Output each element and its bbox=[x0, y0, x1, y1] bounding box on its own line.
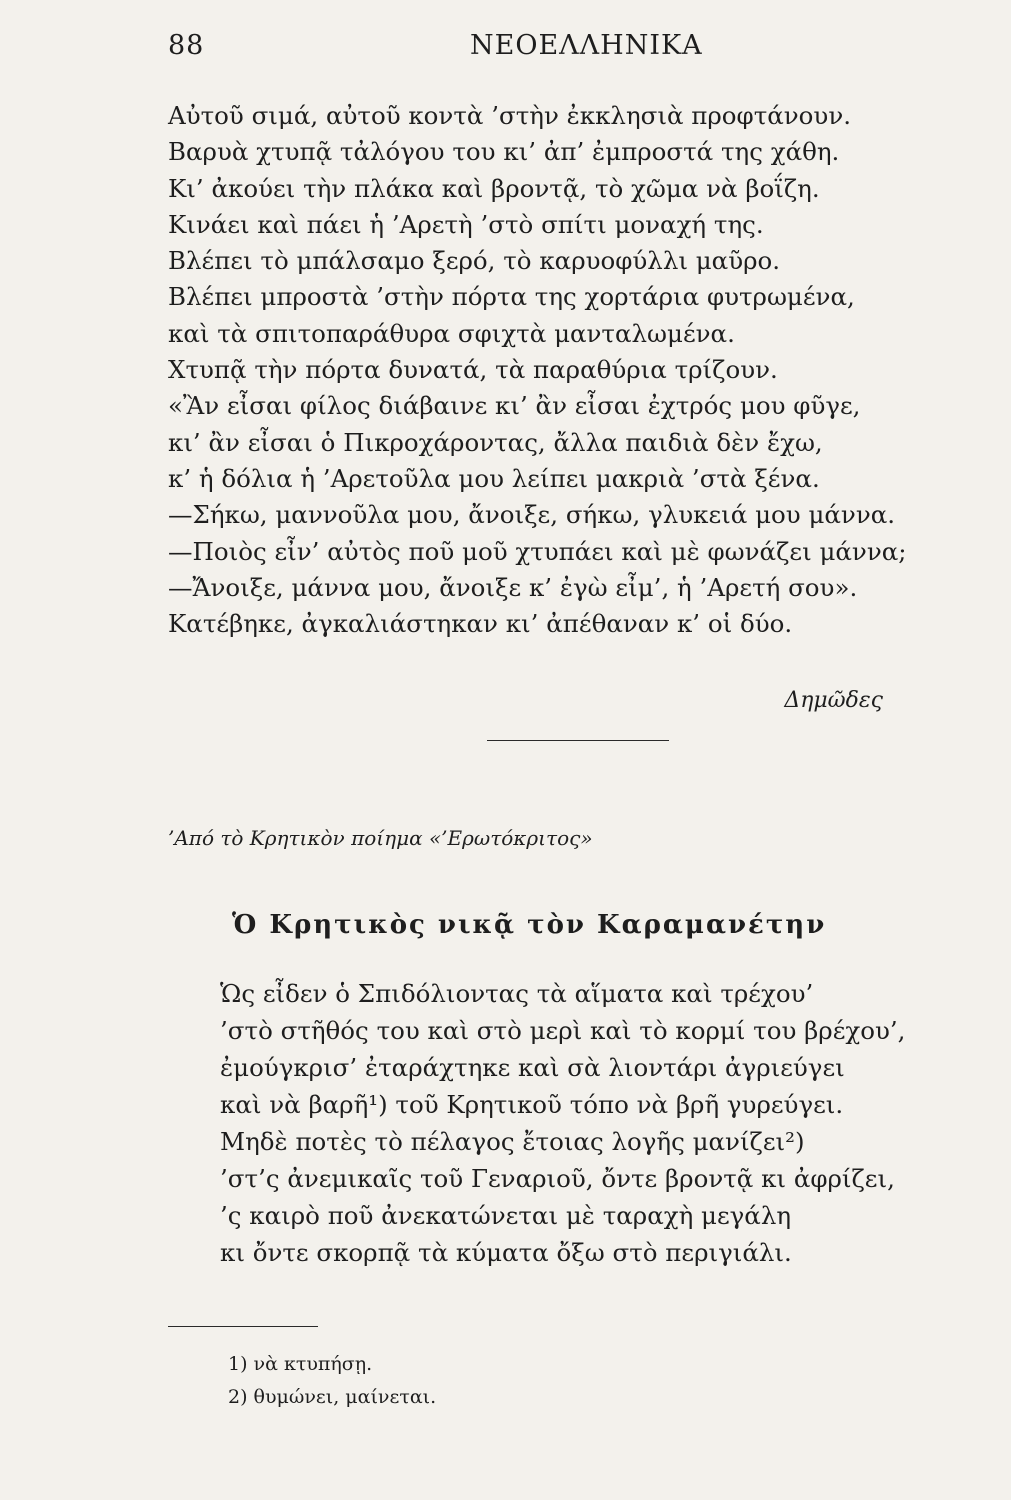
erotokritos-excerpt bbox=[220, 975, 940, 1271]
poem-line: «Ἂν εἶσαι φίλος διάβαινε κι’ ἂν εἶσαι ἐχτρός μου φῦγε, bbox=[168, 391, 861, 421]
poem-line: —Ποιὸς εἶν’ αὐτὸς ποῦ μοῦ χτυπάει καὶ μὲ φωνάζει μάννα; bbox=[168, 536, 907, 566]
poem-line: ’στ’ς ἀνεμικαῖς τοῦ Γεναριοῦ, ὄντε βροντᾷ κι ἀφρίζει, bbox=[220, 1164, 895, 1193]
poem-line: ’ς καιρὸ ποῦ ἀνεκατώνεται μὲ ταραχὴ μεγάλη bbox=[220, 1201, 792, 1230]
poem-line: Βαρυὰ χτυπᾷ τἀλόγου του κι’ ἀπ’ ἐμπροστά της χάθη. bbox=[168, 137, 840, 167]
poem-line: καὶ νὰ βαρῆ¹) τοῦ Κρητικοῦ τόπο νὰ βρῆ γυρεύγει. bbox=[220, 1090, 844, 1119]
page-number: 88 bbox=[168, 30, 205, 61]
poem-line: ’στὸ στῆθός του καὶ στὸ μερὶ καὶ τὸ κορμί του βρέχου’, bbox=[220, 1016, 906, 1045]
section-divider bbox=[487, 740, 669, 741]
poem-line: Ὡς εἶδεν ὁ Σπιδόλιοντας τὰ αἵματα καὶ τρέχου’ bbox=[220, 979, 814, 1008]
poem-line: Μηδὲ ποτὲς τὸ πέλαγος ἔτοιας λογῆς μανίζει²) bbox=[220, 1127, 805, 1156]
folk-poem bbox=[168, 98, 948, 642]
source-note: ’Από τὸ Κρητικὸν ποίημα «’Ερωτόκριτος» bbox=[168, 826, 593, 850]
footnote-divider bbox=[168, 1326, 318, 1327]
poem-line: κι ὄντε σκορπᾷ τὰ κύματα ὄξω στὸ περιγιάλι. bbox=[220, 1238, 792, 1267]
poem-line: καὶ τὰ σπιτοπαράθυρα σφιχτὰ μανταλωμένα. bbox=[168, 318, 735, 348]
poem-line: —Ἄνοιξε, μάννα μου, ἄνοιξε κ’ ἐγὼ εἶμ’, ἡ ’Αρετή σου». bbox=[168, 572, 858, 602]
poem-line: ἐμούγκρισ’ ἐταράχτηκε καὶ σὰ λιοντάρι ἀγριεύγει bbox=[220, 1053, 845, 1082]
footnote: 2) θυμώνει, μαίνεται. bbox=[228, 1386, 437, 1408]
poem-line: Κατέβηκε, ἀγκαλιάστηκαν κι’ ἀπέθαναν κ’ οἱ δύο. bbox=[168, 609, 793, 639]
poem-line: Βλέπει μπροστὰ ’στὴν πόρτα της χορτάρια φυτρωμένα, bbox=[168, 282, 855, 312]
poem-line: κι’ ἂν εἶσαι ὁ Πικροχάροντας, ἄλλα παιδιὰ δὲν ἔχω, bbox=[168, 427, 823, 457]
poem-line: —Σήκω, μαννοῦλα μου, ἄνοιξε, σήκω, γλυκειά μου μάννα. bbox=[168, 500, 896, 530]
footnotes bbox=[228, 1348, 436, 1414]
poem-line: Χτυπᾷ τὴν πόρτα δυνατά, τὰ παραθύρια τρίζουν. bbox=[168, 355, 778, 385]
poem-attribution: Δημῶδες bbox=[784, 688, 883, 713]
poem-line: Κινάει καὶ πάει ἡ ’Αρετὴ ’στὸ σπίτι μοναχή της. bbox=[168, 209, 764, 239]
poem-line: Βλέπει τὸ μπάλσαμο ξερό, τὸ καρυοφύλλι μαῦρο. bbox=[168, 246, 781, 276]
poem-line: κ’ ἡ δόλια ἡ ’Αρετοῦλα μου λείπει μακριὰ ’στὰ ξένα. bbox=[168, 463, 820, 493]
poem-line: Αὐτοῦ σιμά, αὐτοῦ κοντὰ ’στὴν ἐκκλησιὰ προφτάνουν. bbox=[168, 101, 852, 130]
section-title: Ὁ Κρητικὸς νικᾷ τὸν Καραμανέτην bbox=[232, 910, 827, 940]
running-title: ΝΕΟΕΛΛΗΝΙΚΑ bbox=[470, 30, 703, 61]
poem-line: Κι’ ἀκούει τὴν πλάκα καὶ βροντᾷ, τὸ χῶμα νὰ βοΐζη. bbox=[168, 173, 820, 203]
footnote: 1) νὰ κτυπήσῃ. bbox=[228, 1353, 373, 1375]
